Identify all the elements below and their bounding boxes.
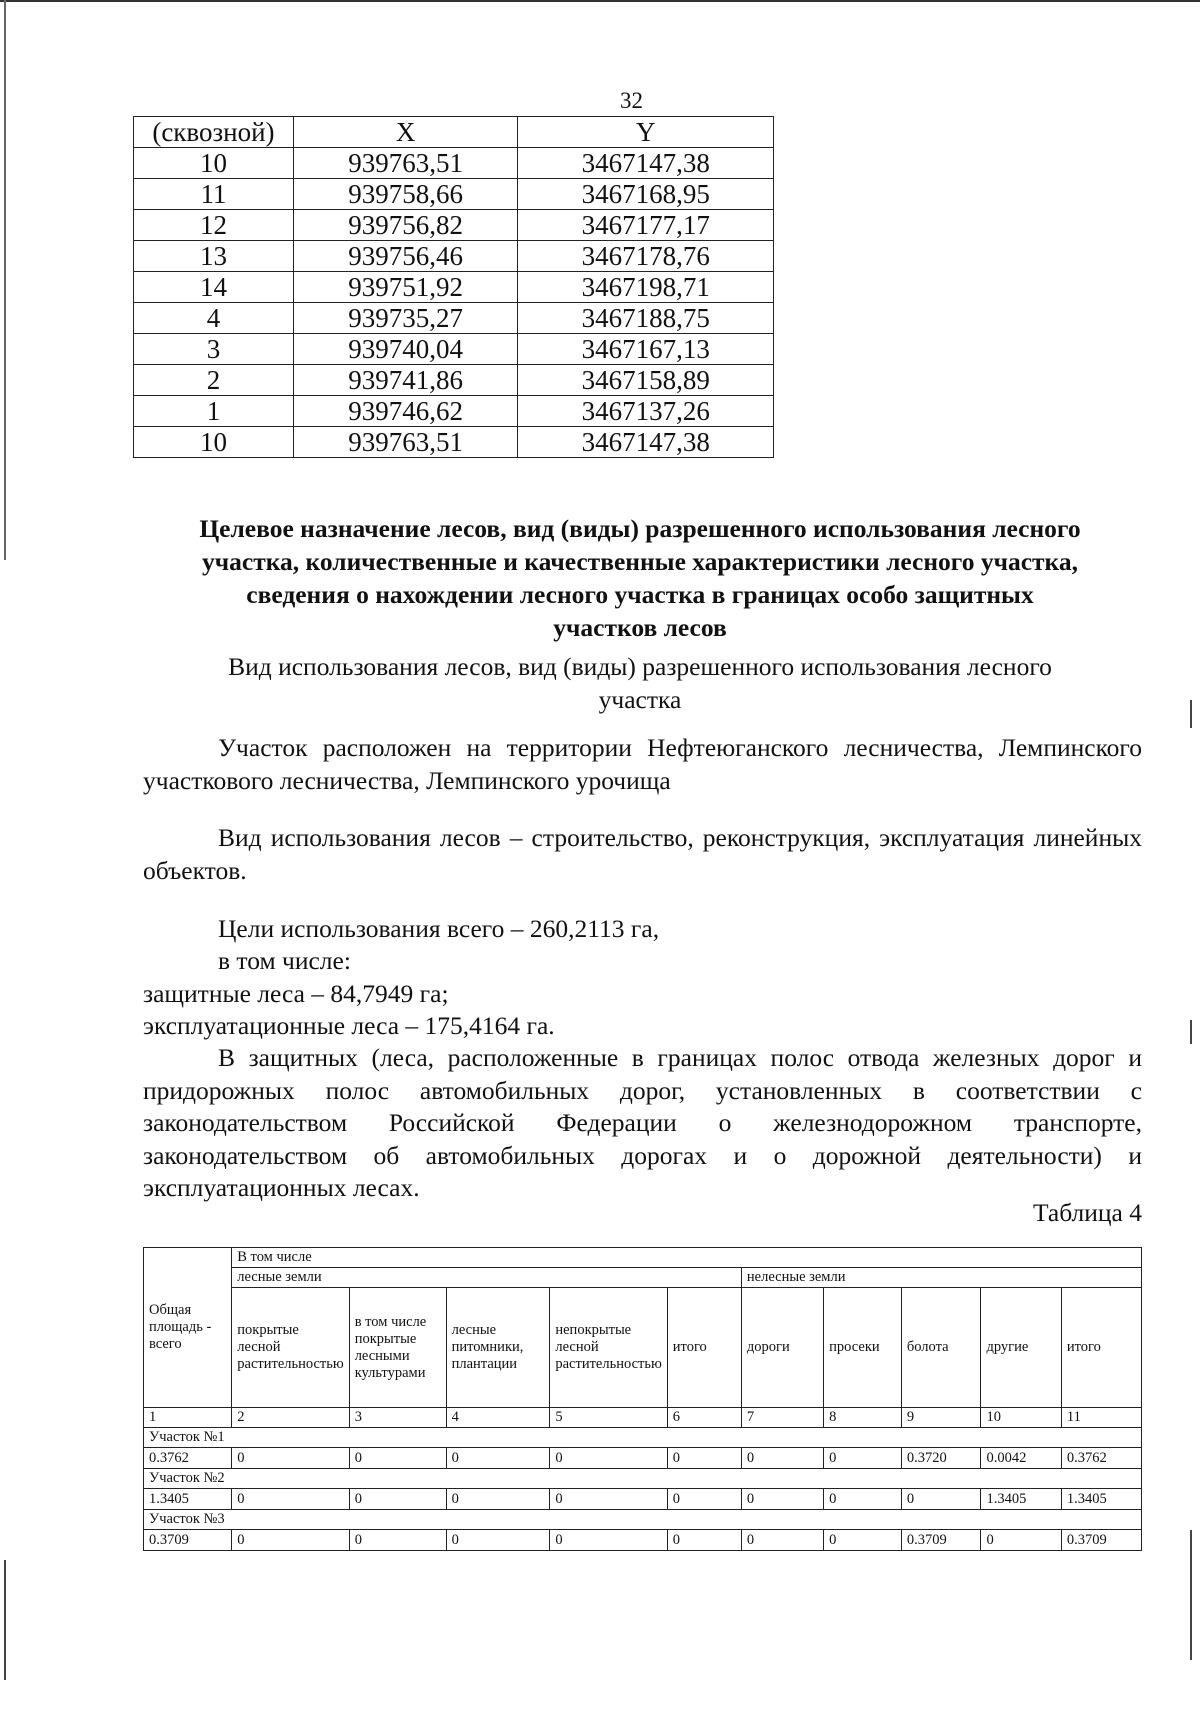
cell-point: 1 (134, 396, 294, 427)
cell-x: 939741,86 (293, 365, 518, 396)
column-header: итого (667, 1288, 741, 1408)
cell-y: 3467167,13 (518, 334, 774, 365)
cell-point: 11 (134, 179, 294, 210)
table-row (134, 334, 774, 365)
scan-margin-mark (1190, 700, 1192, 728)
table-cell: 0.3709 (1061, 1530, 1141, 1551)
table-cell: 0.3709 (144, 1530, 232, 1551)
table-cell: 0 (824, 1448, 902, 1469)
scan-left-border (4, 0, 6, 560)
subheading-line: участка (598, 685, 682, 714)
cell-x: 939756,46 (293, 241, 518, 272)
column-header-y: Y (518, 117, 774, 148)
cell-point: 14 (134, 272, 294, 303)
table-row (134, 303, 774, 334)
column-number: 6 (667, 1408, 741, 1428)
scan-margin-mark (1190, 1020, 1192, 1044)
column-number: 4 (446, 1408, 550, 1428)
table-cell: 0 (349, 1489, 446, 1510)
cell-point: 2 (134, 365, 294, 396)
cell-point: 3 (134, 334, 294, 365)
column-header: просеки (824, 1288, 902, 1408)
cell-y: 3467178,76 (518, 241, 774, 272)
column-header: непокрытые лесной растительностью (550, 1288, 667, 1408)
table-row (134, 272, 774, 303)
cell-y: 3467177,17 (518, 210, 774, 241)
section-heading (140, 512, 1140, 644)
column-number: 2 (232, 1408, 349, 1428)
cell-y: 3467147,38 (518, 427, 774, 458)
table-row (134, 427, 774, 458)
table-row (144, 1530, 1142, 1551)
table-cell: 0 (446, 1489, 550, 1510)
table-row (134, 396, 774, 427)
column-number: 8 (824, 1408, 902, 1428)
cell-y: 3467188,75 (518, 303, 774, 334)
table-row (144, 1489, 1142, 1510)
table-cell: 0 (446, 1448, 550, 1469)
cell-y: 3467137,26 (518, 396, 774, 427)
forests-paragraph: В защитных (леса, расположенные в границах полос отвода железных дорог и придорожных полос автомобильных дорог, установленных в соответствии с законодательством Российской Федерации о железнодорожном транспорте, законодательством об автомобильных дорогах и о дорожной деятельности) и эксплуатационных лесах. (143, 1043, 1142, 1202)
table-cell: 0 (824, 1489, 902, 1510)
table-row (134, 148, 774, 179)
cell-x: 939758,66 (293, 179, 518, 210)
column-number: 5 (550, 1408, 667, 1428)
table-cell: 0.3762 (1061, 1448, 1141, 1469)
protective-forests-line: защитные леса – 84,7949 га; (143, 979, 449, 1008)
table-cell: 0 (901, 1489, 981, 1510)
column-number: 1 (144, 1408, 232, 1428)
column-header: дороги (741, 1288, 823, 1408)
scan-margin-mark (1190, 1530, 1192, 1660)
section-label: Участок №2 (144, 1469, 1142, 1489)
table-cell: 0 (667, 1448, 741, 1469)
page-number: 32 (620, 88, 643, 113)
cell-point: 4 (134, 303, 294, 334)
table-header-row (134, 117, 774, 148)
location-paragraph: Участок расположен на территории Нефтеюганского лесничества, Лемпинского участкового лесничества, Лемпинского урочища (143, 733, 1142, 795)
cell-point: 12 (134, 210, 294, 241)
cell-x: 939735,27 (293, 303, 518, 334)
coordinates-table (133, 116, 774, 458)
table-cell: 0 (232, 1530, 349, 1551)
column-number: 11 (1061, 1408, 1141, 1428)
table-row (134, 179, 774, 210)
table-cell: 0.0042 (981, 1448, 1061, 1469)
table-cell: 1.3405 (981, 1489, 1061, 1510)
column-header: в том числе покрытые лесными культурами (349, 1288, 446, 1408)
column-header: итого (1061, 1288, 1141, 1408)
table-row (134, 365, 774, 396)
table-cell: 0.3709 (901, 1530, 981, 1551)
column-header: другие (981, 1288, 1061, 1408)
heading-line: участков лесов (553, 613, 727, 642)
table-cell: 0 (349, 1530, 446, 1551)
column-number: 9 (901, 1408, 981, 1428)
column-number-row (144, 1408, 1142, 1428)
column-number: 3 (349, 1408, 446, 1428)
table-cell: 0 (824, 1530, 902, 1551)
exploitation-forests-line: эксплуатационные леса – 175,4164 га. (143, 1011, 555, 1040)
heading-line: участка, количественные и качественные характеристики лесного участка, (202, 547, 1078, 576)
table-row (144, 1448, 1142, 1469)
cell-x: 939756,82 (293, 210, 518, 241)
table-caption: Таблица 4 (1032, 1198, 1142, 1227)
nonforest-lands-header: нелесные земли (741, 1268, 1141, 1288)
column-header-x: X (293, 117, 518, 148)
usage-paragraph: Вид использования лесов – строительство, реконструкция, эксплуатация линейных объектов. (143, 823, 1142, 885)
scan-margin-mark (4, 1560, 6, 1680)
cell-y: 3467198,71 (518, 272, 774, 303)
cell-point: 10 (134, 427, 294, 458)
cell-x: 939740,04 (293, 334, 518, 365)
section-label: Участок №3 (144, 1510, 1142, 1530)
table-cell: 0 (232, 1489, 349, 1510)
table-cell: 1.3405 (144, 1489, 232, 1510)
table-cell: 0 (741, 1530, 823, 1551)
column-number: 7 (741, 1408, 823, 1428)
heading-line: сведения о нахождении лесного участка в границах особо защитных (246, 580, 1034, 609)
total-area-header: Общая площадь - всего (144, 1248, 232, 1408)
cell-x: 939763,51 (293, 148, 518, 179)
table-cell: 0 (446, 1530, 550, 1551)
including-line: в том числе: (218, 946, 351, 975)
cell-y: 3467168,95 (518, 179, 774, 210)
table-cell: 0 (349, 1448, 446, 1469)
table-cell: 0 (667, 1489, 741, 1510)
cell-x: 939751,92 (293, 272, 518, 303)
table-cell: 0 (667, 1530, 741, 1551)
table-row (134, 210, 774, 241)
table-cell: 0.3762 (144, 1448, 232, 1469)
cell-point: 10 (134, 148, 294, 179)
forest-lands-table (143, 1247, 1142, 1551)
including-header: В том числе (232, 1248, 1142, 1268)
subheading-line: Вид использования лесов, вид (виды) разрешенного использования лесного (228, 652, 1052, 681)
cell-y: 3467158,89 (518, 365, 774, 396)
scan-top-border (0, 0, 1200, 2)
cell-point: 13 (134, 241, 294, 272)
column-header: лесные питомники, плантации (446, 1288, 550, 1408)
forest-lands-header: лесные земли (232, 1268, 742, 1288)
table-row (134, 241, 774, 272)
column-header-point: (сквозной) (134, 117, 294, 148)
table-cell: 0 (232, 1448, 349, 1469)
column-header: покрытые лесной растительностью (232, 1288, 349, 1408)
section-label: Участок №1 (144, 1428, 1142, 1448)
table-cell: 0 (741, 1448, 823, 1469)
table-cell: 0 (741, 1489, 823, 1510)
column-header: болота (901, 1288, 981, 1408)
table-cell: 1.3405 (1061, 1489, 1141, 1510)
total-area-line: Цели использования всего – 260,2113 га, (218, 914, 660, 943)
column-number: 10 (981, 1408, 1061, 1428)
table-cell: 0 (981, 1530, 1061, 1551)
table-cell: 0 (550, 1489, 667, 1510)
subheading (140, 650, 1140, 716)
table-cell: 0 (550, 1530, 667, 1551)
cell-x: 939763,51 (293, 427, 518, 458)
cell-y: 3467147,38 (518, 148, 774, 179)
table-cell: 0 (550, 1448, 667, 1469)
table-cell: 0.3720 (901, 1448, 981, 1469)
heading-line: Целевое назначение лесов, вид (виды) разрешенного использования лесного (199, 514, 1081, 543)
cell-x: 939746,62 (293, 396, 518, 427)
